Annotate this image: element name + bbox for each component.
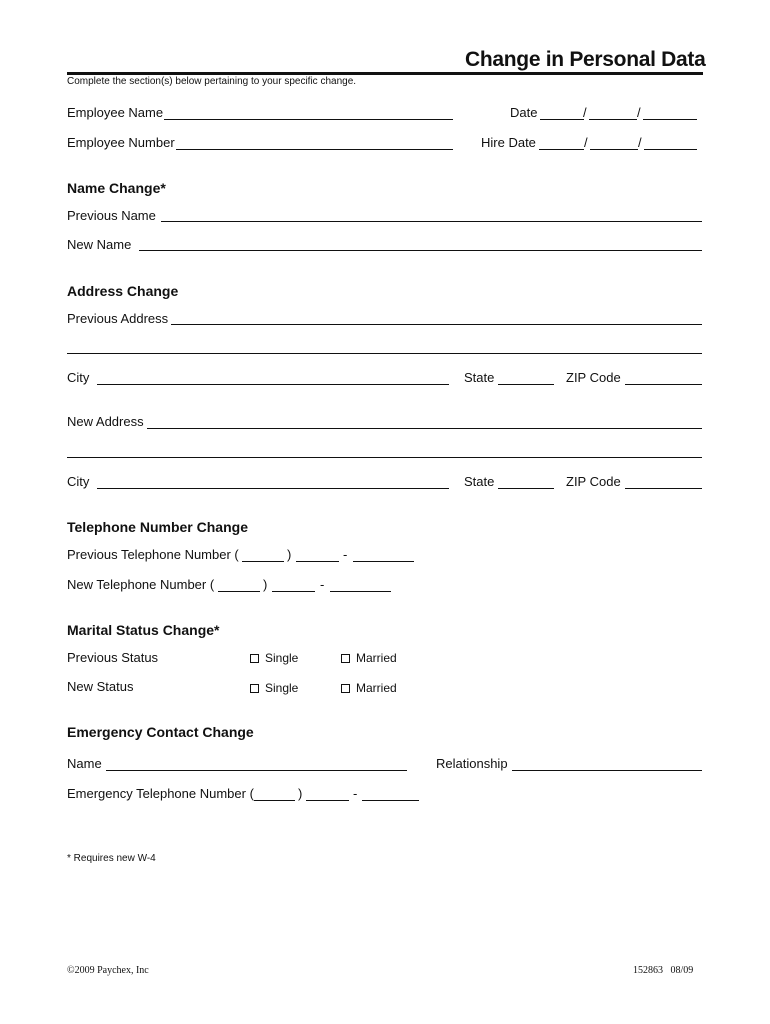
new-zip-field[interactable] — [625, 488, 702, 489]
previous-phone-prefix-field[interactable] — [296, 561, 339, 562]
date-label: Date — [510, 105, 538, 120]
emergency-name-field[interactable] — [106, 770, 407, 771]
previous-phone-area-field[interactable] — [242, 561, 284, 562]
new-married-option[interactable] — [341, 681, 397, 695]
new-married-label: Married — [356, 681, 397, 695]
previous-city-field[interactable] — [97, 384, 449, 385]
previous-married-option[interactable] — [341, 651, 397, 665]
form-code: 152863 08/09 — [633, 965, 694, 976]
new-status-label: New Status — [67, 679, 134, 694]
emergency-name-label: Name — [67, 756, 102, 771]
telephone-change-heading: Telephone Number Change — [67, 519, 248, 535]
new-single-label: Single — [265, 681, 299, 695]
checkbox-icon[interactable] — [341, 684, 350, 693]
previous-phone-label: Previous Telephone Number ( — [67, 547, 239, 562]
hire-date-slash-2: / — [638, 135, 642, 150]
new-city-label: City — [67, 474, 90, 489]
previous-single-label: Single — [265, 651, 299, 665]
previous-married-label: Married — [356, 651, 397, 665]
employee-name-field[interactable] — [164, 119, 453, 120]
footnote: * Requires new W-4 — [67, 853, 156, 864]
date-day-field[interactable] — [589, 119, 637, 120]
date-year-field[interactable] — [643, 119, 697, 120]
previous-status-label: Previous Status — [67, 650, 159, 665]
previous-phone-dash: - — [343, 547, 348, 562]
checkbox-icon[interactable] — [341, 654, 350, 663]
previous-state-field[interactable] — [498, 384, 554, 385]
marital-change-heading: Marital Status Change* — [67, 622, 220, 638]
new-phone-line-field[interactable] — [330, 591, 391, 592]
new-single-option[interactable] — [250, 681, 298, 695]
emergency-phone-line-field[interactable] — [362, 800, 419, 801]
new-name-field[interactable] — [139, 250, 702, 251]
new-city-field[interactable] — [97, 488, 449, 489]
previous-zip-field[interactable] — [625, 384, 702, 385]
hire-date-month-field[interactable] — [539, 149, 584, 150]
employee-number-label: Employee Number — [67, 135, 175, 150]
name-change-heading: Name Change* — [67, 180, 166, 196]
emergency-phone-label: Emergency Telephone Number ( — [67, 786, 254, 801]
employee-name-label: Employee Name — [67, 105, 164, 120]
new-phone-label: New Telephone Number ( — [67, 577, 215, 592]
new-phone-prefix-field[interactable] — [272, 591, 315, 592]
hire-date-day-field[interactable] — [590, 149, 638, 150]
previous-address-label: Previous Address — [67, 311, 169, 326]
date-month-field[interactable] — [540, 119, 584, 120]
previous-single-option[interactable] — [250, 651, 298, 665]
new-phone-area-field[interactable] — [218, 591, 260, 592]
emergency-phone-prefix-field[interactable] — [306, 800, 349, 801]
previous-zip-label: ZIP Code — [566, 370, 621, 385]
checkbox-icon[interactable] — [250, 654, 259, 663]
new-address-field[interactable] — [147, 428, 702, 429]
new-address-line-2[interactable] — [67, 457, 702, 458]
new-phone-dash: - — [320, 577, 325, 592]
new-state-field[interactable] — [498, 488, 554, 489]
previous-name-field[interactable] — [161, 221, 702, 222]
hire-date-label: Hire Date — [481, 135, 536, 150]
relationship-label: Relationship — [436, 756, 508, 771]
hire-date-slash-1: / — [584, 135, 588, 150]
previous-city-label: City — [67, 370, 90, 385]
address-change-heading: Address Change — [67, 283, 179, 299]
new-phone-paren: ) — [263, 577, 268, 592]
instructions-text: Complete the section(s) below pertaining to your specific change. — [67, 76, 357, 87]
new-zip-label: ZIP Code — [566, 474, 621, 489]
checkbox-icon[interactable] — [250, 684, 259, 693]
relationship-field[interactable] — [512, 770, 702, 771]
previous-state-label: State — [464, 370, 495, 385]
new-name-label: New Name — [67, 237, 132, 252]
emergency-phone-dash: - — [353, 786, 358, 801]
hire-date-year-field[interactable] — [644, 149, 697, 150]
copyright: ©2009 Paychex, Inc — [67, 965, 149, 976]
previous-name-label: Previous Name — [67, 208, 156, 223]
date-slash-1: / — [583, 105, 587, 120]
date-slash-2: / — [637, 105, 641, 120]
new-state-label: State — [464, 474, 495, 489]
title-rule — [67, 72, 703, 75]
previous-phone-paren: ) — [287, 547, 292, 562]
previous-phone-line-field[interactable] — [353, 561, 414, 562]
emergency-phone-area-field[interactable] — [254, 800, 295, 801]
emergency-change-heading: Emergency Contact Change — [67, 724, 254, 740]
employee-number-field[interactable] — [176, 149, 453, 150]
previous-address-line-2[interactable] — [67, 353, 702, 354]
page-title: Change in Personal Data — [465, 48, 706, 71]
new-address-label: New Address — [67, 414, 144, 429]
emergency-phone-paren: ) — [298, 786, 303, 801]
previous-address-field[interactable] — [171, 324, 702, 325]
